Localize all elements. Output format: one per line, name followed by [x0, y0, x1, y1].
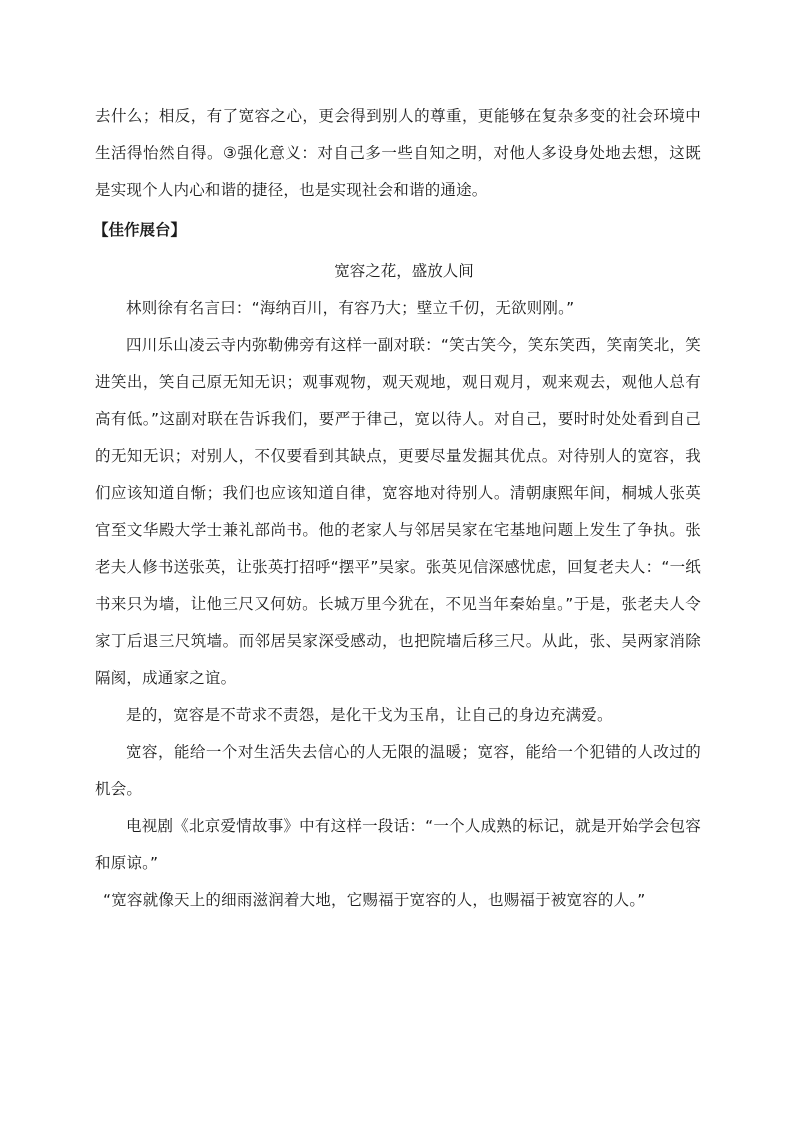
- intro-paragraph: 去什么；相反，有了宽容之心，更会得到别人的尊重，更能够在复杂多变的社会环境中生活得怡然自得。③强化意义：对自己多一些自知之明，对他人多设身处地去想，这既是实现个人内心和谐的捷径，也是实现社会和谐的通途。: [95, 107, 701, 199]
- essay-paragraph-tolerance-definition: 是的，宽容是不苛求不责怨，是化干戈为玉帛，让自己的身边充满爱。: [126, 706, 613, 724]
- essay-title: 宽容之花，盛放人间: [334, 262, 474, 280]
- document-body: [95, 98, 701, 919]
- essay-paragraph-tv-quote: 电视剧《北京爱情故事》中有这样一段话：“一个人成熟的标记，就是开始学会包容和原谅。”: [95, 817, 701, 872]
- essay-paragraph-tolerance-gift: 宽容，能给一个对生活失去信心的人无限的温暖；宽容，能给一个犯错的人改过的机会。: [95, 743, 701, 798]
- essay-paragraph-couplet: 四川乐山凌云寺内弥勒佛旁有这样一副对联：“笑古笑今，笑东笑西，笑南笑北，笑进笑出，笑自己原无知无识；观事观物，观天观地，观日观月，观来观去，观他人总有高有低。”这副对联在告诉我们，要严于律己，宽以待人。对自己，要时时处处看到自己的无知无识；对别人，不仅要看到其缺点，更要尽量发掘其优点。对待别人的宽容，我们应该知道自惭；我们也应该知道自律，宽容地对待别人。清朝康熙年间，桐城人张英官至文华殿大学士兼礼部尚书。他的老家人与邻居吴家在宅基地问题上发生了争执。张老夫人修书送张英，让张英打招呼“摆平”吴家。张英见信深感忧虑，回复老夫人：“一纸书来只为墙，让他三尺又何妨。长城万里今犹在，不见当年秦始皇。”于是，张老夫人令家丁后退三尺筑墙。而邻居吴家深受感动，也把院墙后移三尺。从此，张、吴两家消除隔阂，成通家之谊。: [95, 336, 701, 687]
- section-heading: 【佳作展台】: [93, 221, 187, 239]
- essay-paragraph-quote: 林则徐有名言曰：“海纳百川，有容乃大；壁立千仞，无欲则刚。”: [126, 299, 575, 317]
- essay-paragraph-rain-quote: “宽容就像天上的细雨滋润着大地，它赐福于宽容的人，也赐福于被宽容的人。”: [103, 891, 646, 909]
